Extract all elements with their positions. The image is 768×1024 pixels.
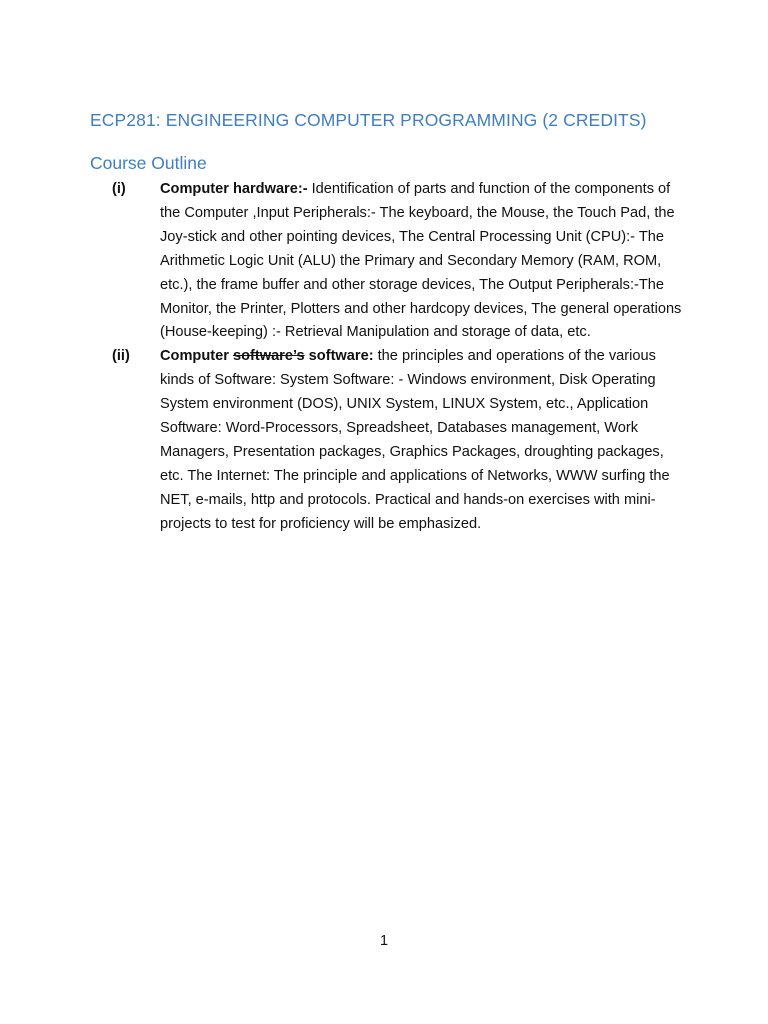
course-outline-list: [110, 178, 690, 537]
list-item-heading: Computer hardware:-: [160, 181, 308, 197]
list-item-body: Identification of parts and function of the components of the Computer ,Input Peripherals:- The keyboard, the Mouse, the Touch Pad, the Joy-stick and other pointing devices, The Central Processing Unit (CPU):- The Arithmetic Logic Unit (ALU) the Primary and Secondary Memory (RAM, ROM, etc.), the frame buffer and other storage devices, The Output Peripherals:-The Monitor, the Printer, Plotters and other hardcopy devices, The general operations (House-keeping) :- Retrieval Manipulation and storage of data, etc.: [160, 181, 682, 341]
list-item-text: [160, 345, 690, 536]
list-item-heading-prefix: Computer: [160, 348, 233, 365]
section-heading: Course Outline: [90, 153, 207, 173]
page-number: 1: [379, 933, 389, 949]
list-item-body: the principles and operations of the various kinds of Software: System Software: - Windows environment, Disk Operating System environment (DOS), UNIX System, LINUX System, etc., Application Software: Word-Processors, Spreadsheet, Databases management, Work Managers, Presentation packages, Graphics Packages, droughting packages, etc. The Internet: The principle and applications of Networks, WWW surfing the NET, e-mails, http and protocols. Practical and hands-on exercises with mini-projects to test for proficiency will be emphasized.: [160, 348, 670, 532]
list-item: [110, 345, 690, 536]
struck-text: software’s: [232, 348, 305, 365]
list-item-heading-suffix: software:: [304, 348, 374, 365]
course-title: ECP281: ENGINEERING COMPUTER PROGRAMMING (2 CREDITS): [90, 110, 647, 130]
list-item-text: [160, 178, 690, 345]
list-item: [110, 178, 690, 345]
list-item-marker: (ii): [112, 348, 130, 365]
list-item-marker: (i): [112, 181, 126, 197]
